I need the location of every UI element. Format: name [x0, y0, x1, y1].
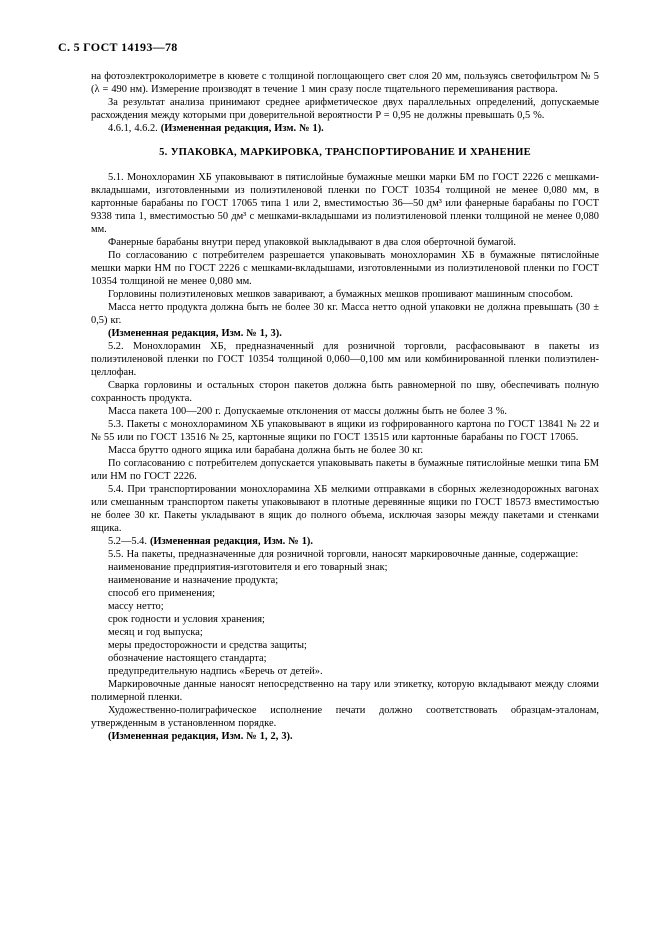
paragraph: По согласованию с потребителем допускается упаковывать пакеты в бумажные пятислойные мешки типа БМ или НМ по ГОСТ 2226. [91, 458, 599, 482]
list-item: меры предосторожности и средства защиты; [108, 640, 307, 651]
paragraph: Маркировочные данные наносят непосредственно на тару или этикетку, которую вкладывают между слоями полимерной пленки. [91, 679, 599, 703]
paragraph: 5.3. Пакеты с монохлорамином ХБ упаковывают в ящики из гофрированного картона по ГОСТ 13841 № 22 и № 55 или по ГОСТ 13516 № 25, картонные ящики по ГОСТ 13515 или картонные барабаны по ГОСТ 17065. [91, 419, 599, 443]
paragraph: Масса брутто одного ящика или барабана должна быть не более 30 кг. [108, 445, 424, 456]
amendment-label: (Измененная редакция, Изм. № 1). [160, 123, 324, 134]
amendment-note [91, 122, 599, 135]
paragraph: По согласованию с потребителем разрешается упаковывать монохлорамин ХБ в бумажные пятислойные мешки марки НМ по ГОСТ 2226 с мешками-вкладышами, изготовленными из полиэтиленовой пленки по ГОСТ 10354 толщиной не менее 0,080 мм. [91, 250, 599, 287]
paragraph: За результат анализа принимают среднее арифметическое двух параллельных определений, допускаемые расхождения между которыми при доверительной вероятности P = 0,95 не должны превышать 0,5 %. [91, 97, 599, 121]
section-heading: 5. УПАКОВКА, МАРКИРОВКА, ТРАНСПОРТИРОВАНИЕ И ХРАНЕНИЕ [159, 147, 531, 158]
amendment-label: (Измененная редакция, Изм. № 1, 2, 3). [108, 731, 293, 742]
list-item: способ его применения; [108, 588, 215, 599]
amendment-note [91, 535, 599, 548]
paragraph: 5.5. На пакеты, предназначенные для розничной торговли, наносят маркировочные данные, содержащие: [108, 549, 579, 560]
paragraph: Сварка горловины и остальных сторон пакетов должна быть равномерной по шву, обеспечивать полную сохранность продукта. [91, 380, 599, 404]
amendment-label: (Измененная редакция, Изм. № 1). [149, 536, 313, 547]
marking-list [91, 561, 599, 678]
list-item: наименование и назначение продукта; [108, 575, 279, 586]
paragraph: 5.1. Монохлорамин ХБ упаковывают в пятислойные бумажные мешки марки БМ по ГОСТ 2226 с мешками-вкладышами, изготовленными из полиэтиленовой пленки по ГОСТ 10354 толщиной не менее 0,080 мм, в картонные барабаны по ГОСТ 17065 типа 1 или 2, вместимостью 36—50 дм³ или фанерные барабаны по ГОСТ 9338 типа 1, вместимостью 50 дм³ с мешками-вкладышами из полиэтиленовой пленки толщиной не менее 0,080 мм. [91, 172, 599, 235]
list-item: срок годности и условия хранения; [108, 614, 265, 625]
list-item: месяц и год выпуска; [108, 627, 203, 638]
paragraph: Фанерные барабаны внутри перед упаковкой выкладывают в два слоя оберточной бумагой. [108, 237, 516, 248]
paragraph: Масса пакета 100—200 г. Допускаемые отклонения от массы должны быть не более 3 %. [108, 406, 508, 417]
page-header: С. 5 ГОСТ 14193—78 [58, 40, 178, 54]
list-item: обозначение настоящего стандарта; [108, 653, 267, 664]
list-item: наименование предприятия-изготовителя и его товарный знак; [108, 562, 388, 573]
list-item: предупредительную надпись «Беречь от детей». [108, 666, 323, 677]
clause-ref: 5.2—5.4. [108, 536, 147, 547]
document-body [91, 70, 599, 743]
paragraph: 5.4. При транспортировании монохлорамина ХБ мелкими отправками в сборных железнодорожных вагонах или смешанным транспортом пакеты упаковывают в плотные деревянные ящики по ГОСТ 18573 вместимостью не более 30 кг. Пакеты укладывают в ящик до полного объема, исключая зазоры между пакетами и стенками ящика. [91, 484, 599, 534]
paragraph: Горловины полиэтиленовых мешков заваривают, а бумажных мешков прошивают машинным способом. [108, 289, 574, 300]
clause-ref: 4.6.1, 4.6.2. [108, 123, 158, 134]
paragraph: Художественно-полиграфическое исполнение печати должно соответствовать образцам-эталонам, утвержденным в установленном порядке. [91, 705, 599, 729]
paragraph: Масса нетто продукта должна быть не более 30 кг. Масса нетто одной упаковки не должна превышать (30 ± 0,5) кг. [91, 302, 599, 326]
amendment-label: (Измененная редакция, Изм. № 1, 3). [108, 328, 282, 339]
paragraph: 5.2. Монохлорамин ХБ, предназначенный для розничной торговли, расфасовывают в пакеты из полиэтиленовой пленки по ГОСТ 10354 толщиной 0,060—0,100 мм или комбинированной пленки полиэтилен-целлофан. [91, 341, 599, 378]
paragraph: на фотоэлектроколориметре в кювете с толщиной поглощающего свет слоя 20 мм, пользуясь светофильтром № 5 (λ = 490 нм). Измерение производят в течение 1 мин сразу после тщательного перемешивания раствора. [91, 71, 599, 95]
list-item: массу нетто; [108, 601, 164, 612]
